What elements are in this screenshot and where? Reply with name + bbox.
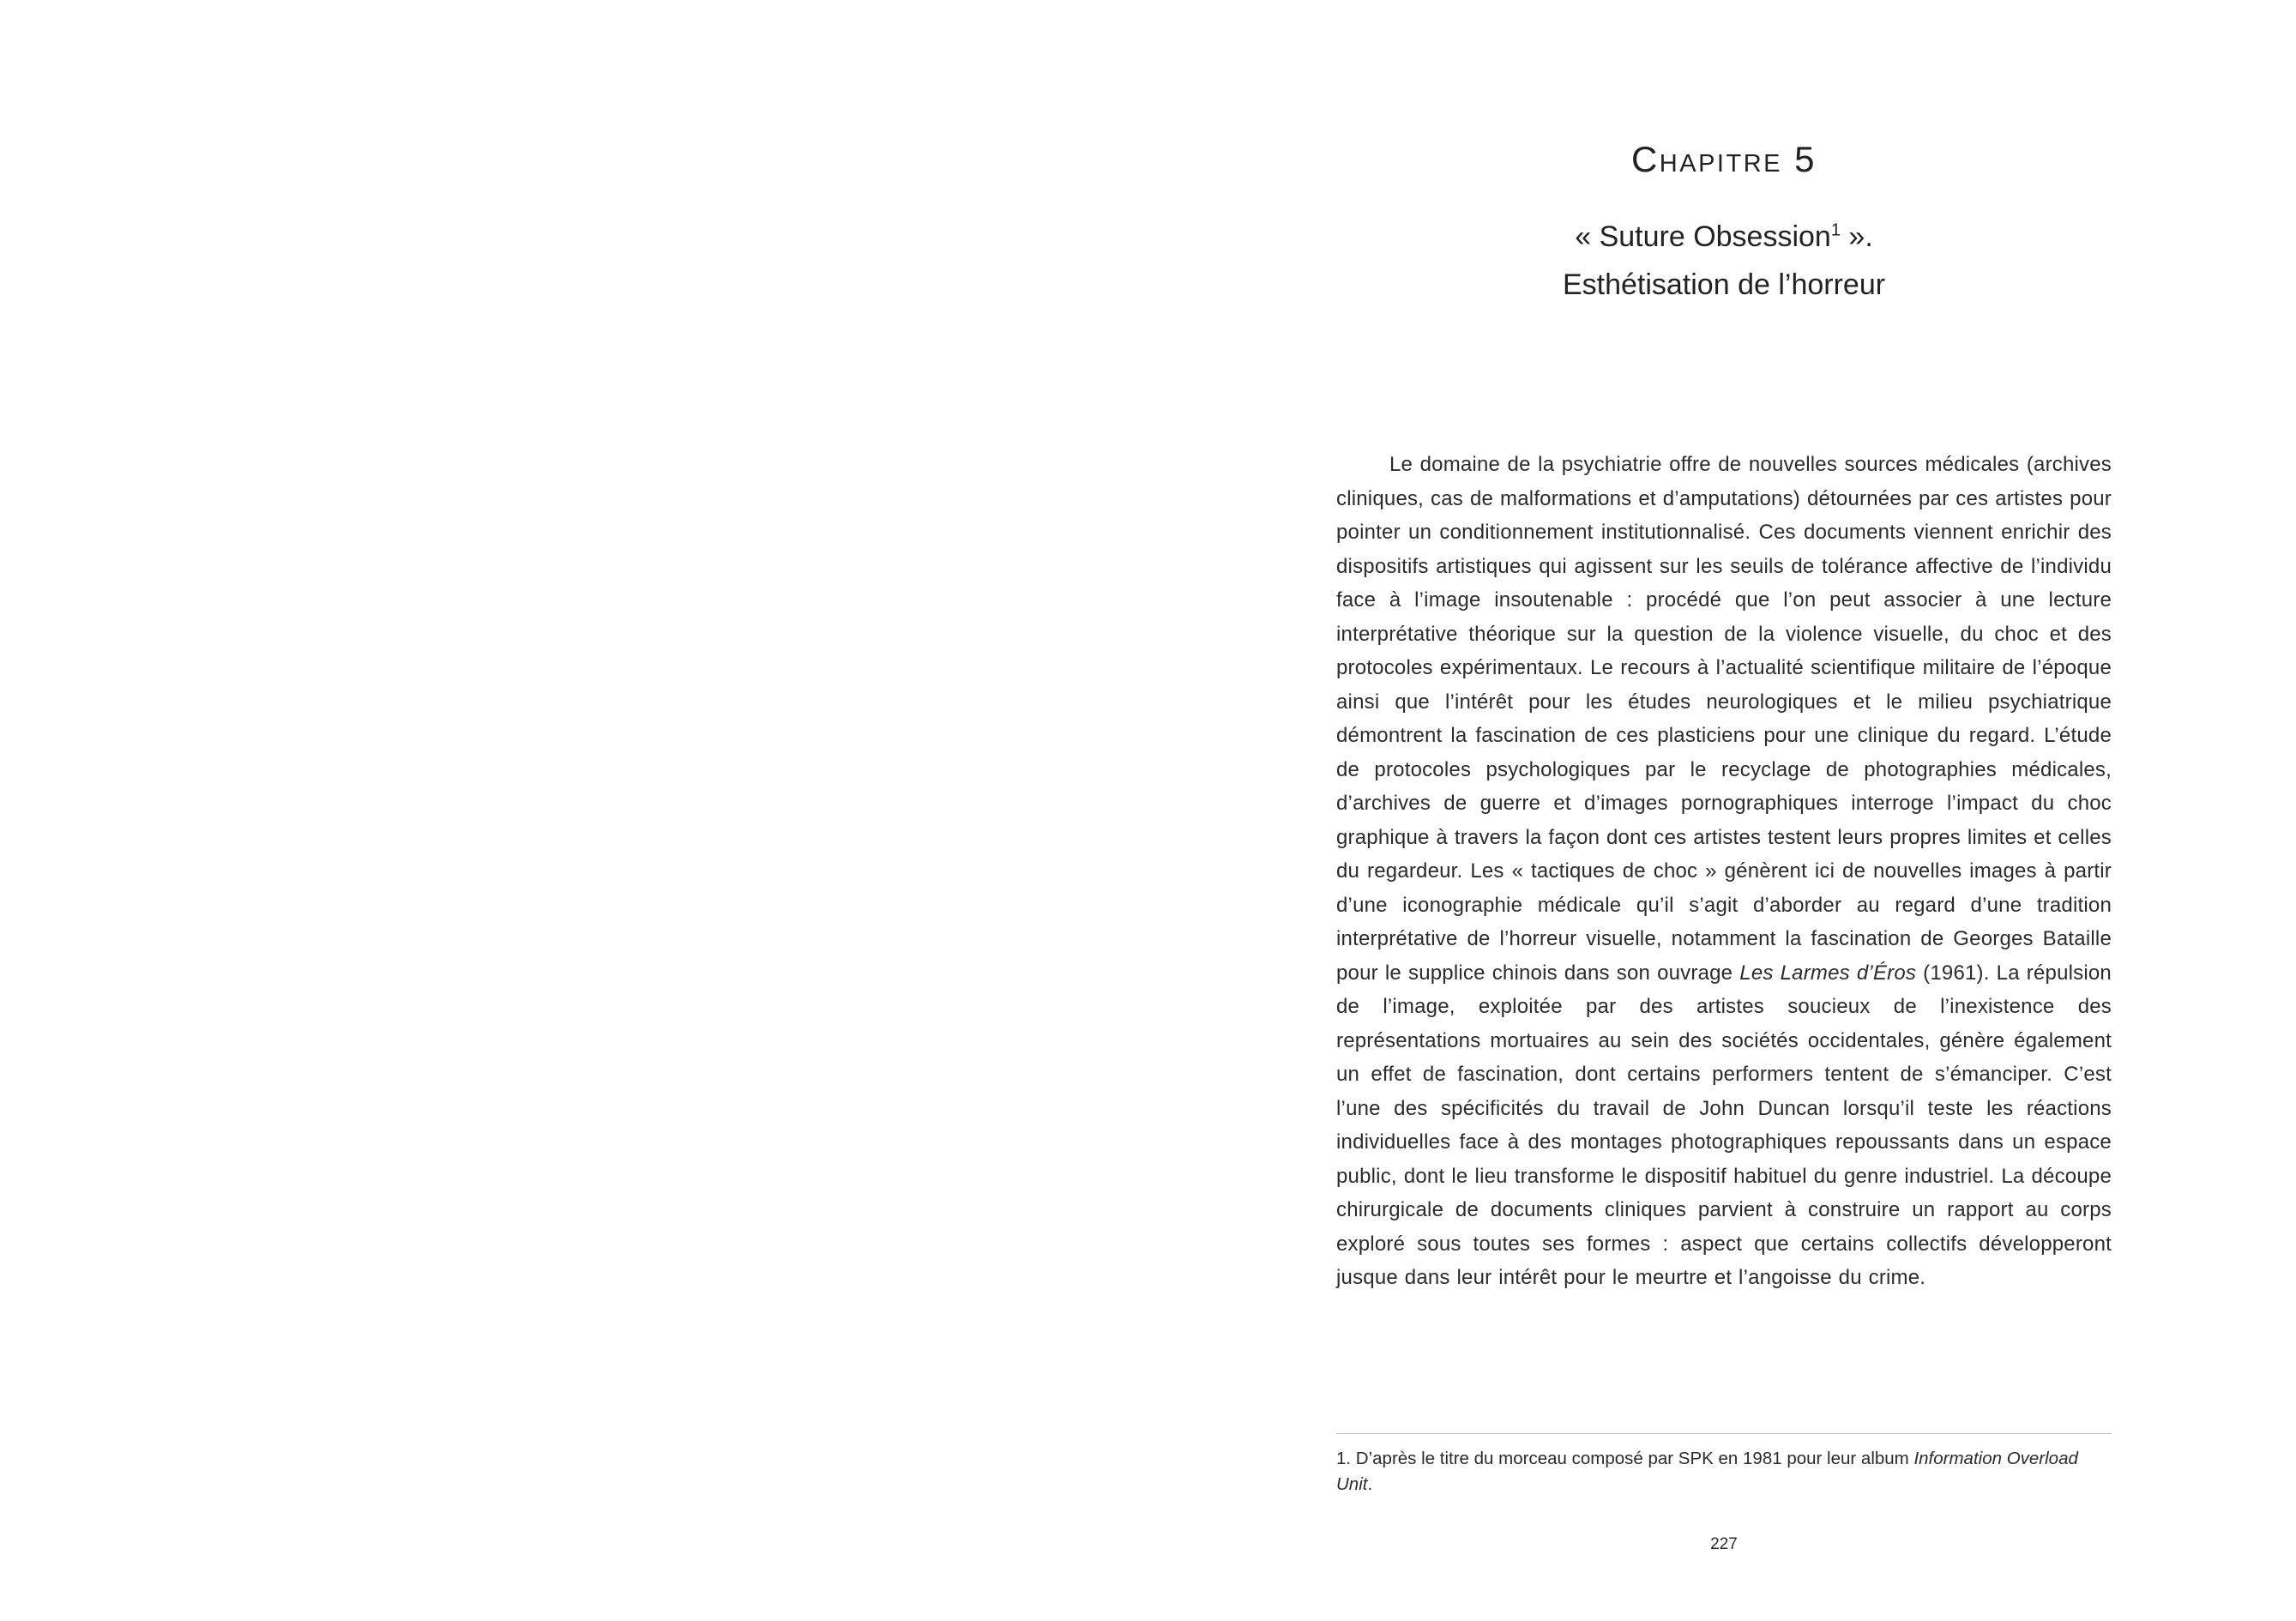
- text-column: [1336, 0, 2112, 1621]
- chapter-subtitle-line2: Esthétisation de l’horreur: [1562, 268, 1886, 301]
- page-number: 227: [1710, 1535, 1738, 1553]
- chapter-label: Chapitre 5: [1630, 139, 1817, 179]
- chapter-subtitle: [1336, 213, 2112, 309]
- body-paragraph: Le domaine de la psychiatrie offre de nouvelles sources médicales (archives cliniques, cas de malformations et d’amputations) détournées par ces artistes pour pointer un conditionnement institutionnalisé. Ces documents viennent enrichir des dispositifs artistiques qui agissent sur les seuils de tolérance affective de l’individu face à l’image insoutenable : procédé que l’on peut associer à une lecture interprétative théorique sur la question de la violence visuelle, du choc et des protocoles expérimentaux. Le recours à l’actualité scientifique militaire de l’époque ainsi que l’intérêt pour les études neurologiques et le milieu psychiatrique démontrent la fascination de ces plasticiens pour une clinique du regard. L’étude de protocoles psychologiques par le recyclage de photographies médicales, d’archives de guerre et d’images pornographiques interroge l’impact du choc graphique à travers la façon dont ces artistes testent leurs propres limites et celles du regardeur. Les « tactiques de choc » génèrent ici de nouvelles images à partir d’une iconographie médicale qu’il s’agit d’aborder au regard d’une tradition interprétative de l’horreur visuelle, notamment la fascination de Georges Bataille pour le supplice chinois dans son ouvrage Les Larmes d’Éros (1961). La répulsion de l’image, exploitée par des artistes soucieux de l’inexistence des représentations mortuaires au sein des sociétés occidentales, génère également un effet de fascination, dont certains performers tentent de s’émanciper. C’est l’une des spécificités du travail de John Duncan lorsqu’il teste les réactions individuelles face à des montages photographiques repoussants dans un espace public, dont le lieu transforme le dispositif habituel du genre industriel. La découpe chirurgicale de documents cliniques parvient à construire un rapport au corps exploré sous toutes ses formes : aspect que certains collectifs développeront jusque dans leur intérêt pour le meurtre et l’angoisse du crime.: [1336, 453, 2112, 1289]
- chapter-subtitle-line1: « Suture Obsession$^1$ ».: [1575, 220, 1873, 253]
- footnote-divider: [1336, 1433, 2112, 1434]
- footnote: 1. D’après le titre du morceau composé par SPK en 1981 pour leur album Information Overload Unit.: [1336, 1449, 2078, 1494]
